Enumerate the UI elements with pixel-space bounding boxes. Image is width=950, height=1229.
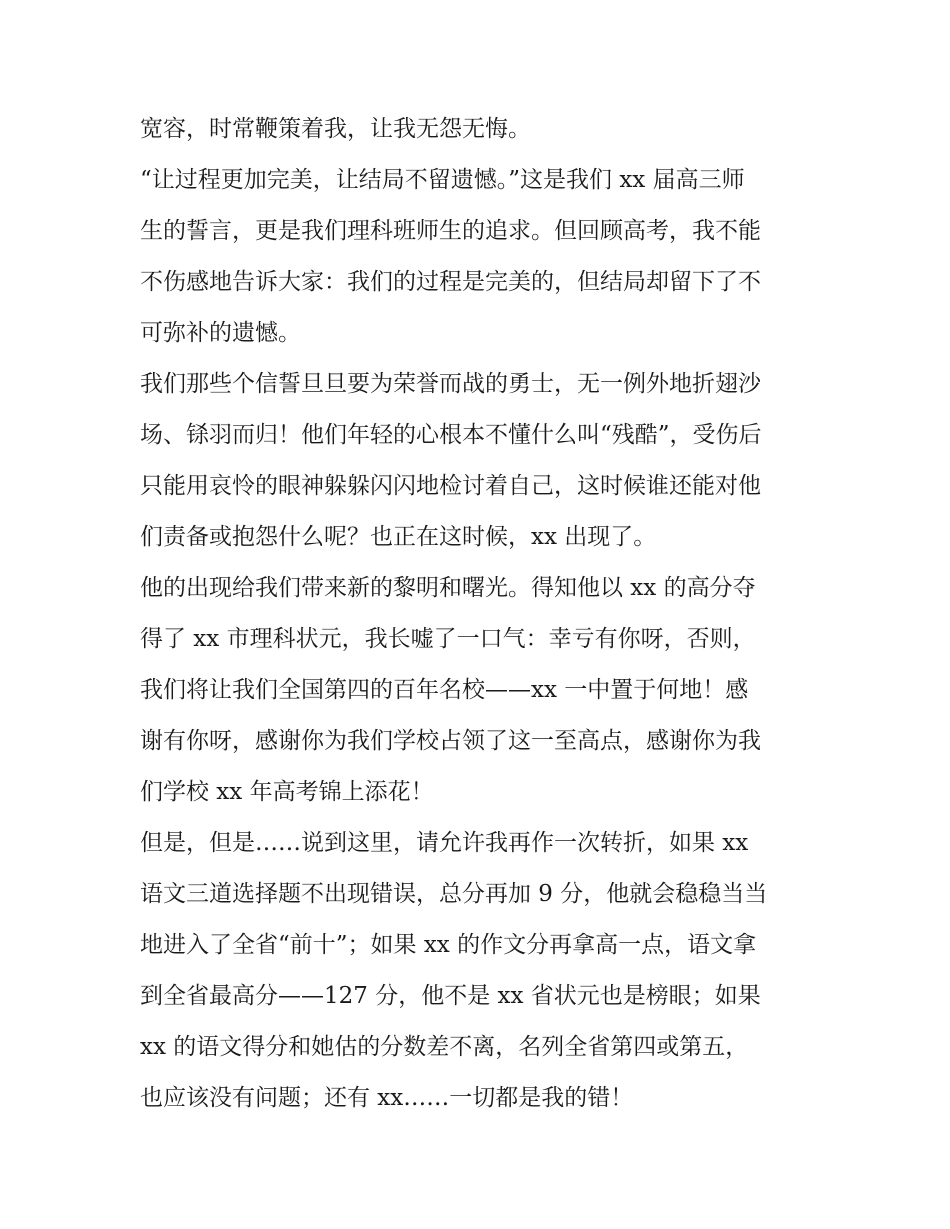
- text-line: 谢有你呀，感谢你为我们学校占领了这一至高点，感谢你为我: [140, 728, 761, 754]
- text-line: 场、铩羽而归！他们年轻的心根本不懂什么叫“残酷”，受伤后: [140, 422, 762, 448]
- text-line: “让过程更加完美，让结局不留遗憾。”这是我们 xx 届高三师: [140, 167, 745, 193]
- text-line: 也应该没有问题；还有 xx……一切都是我的错！: [140, 1085, 634, 1111]
- text-line: 语文三道选择题不出现错误，总分再加 9 分，他就会稳稳当当: [140, 881, 768, 907]
- text-line: 们学校 xx 年高考锦上添花！: [140, 779, 434, 805]
- text-line: 们责备或抱怨什么呢？也正在这时候，xx 出现了。: [140, 524, 657, 550]
- text-line: 到全省最高分——127 分，他不是 xx 省状元也是榜眼；如果: [140, 983, 761, 1009]
- text-line: 他的出现给我们带来新的黎明和曙光。得知他以 xx 的高分夺: [140, 575, 756, 601]
- text-line: 不伤感地告诉大家：我们的过程是完美的，但结局却留下了不: [140, 269, 761, 295]
- text-line: 得了 xx 市理科状元，我长嘘了一口气：幸亏有你呀，否则，: [140, 626, 756, 652]
- text-line: 我们将让我们全国第四的百年名校——xx 一中置于何地！感: [140, 677, 749, 703]
- text-line: 但是，但是……说到这里，请允许我再作一次转折，如果 xx: [140, 830, 749, 856]
- text-line: 生的誓言，更是我们理科班师生的追求。但回顾高考，我不能: [140, 218, 761, 244]
- text-line: 可弥补的遗憾。: [140, 320, 301, 346]
- text-line: 宽容，时常鞭策着我，让我无怨无悔。: [140, 116, 531, 142]
- text-line: 只能用哀怜的眼神躲躲闪闪地检讨着自己，这时候谁还能对他: [140, 473, 761, 499]
- text-line: 我们那些个信誓旦旦要为荣誉而战的勇士，无一例外地折翅沙: [140, 371, 761, 397]
- text-line: xx 的语文得分和她估的分数差不离，名列全省第四或第五，: [140, 1034, 749, 1060]
- text-line: 地进入了全省“前十”；如果 xx 的作文分再拿高一点，语文拿: [140, 932, 757, 958]
- document-body: [140, 104, 820, 1124]
